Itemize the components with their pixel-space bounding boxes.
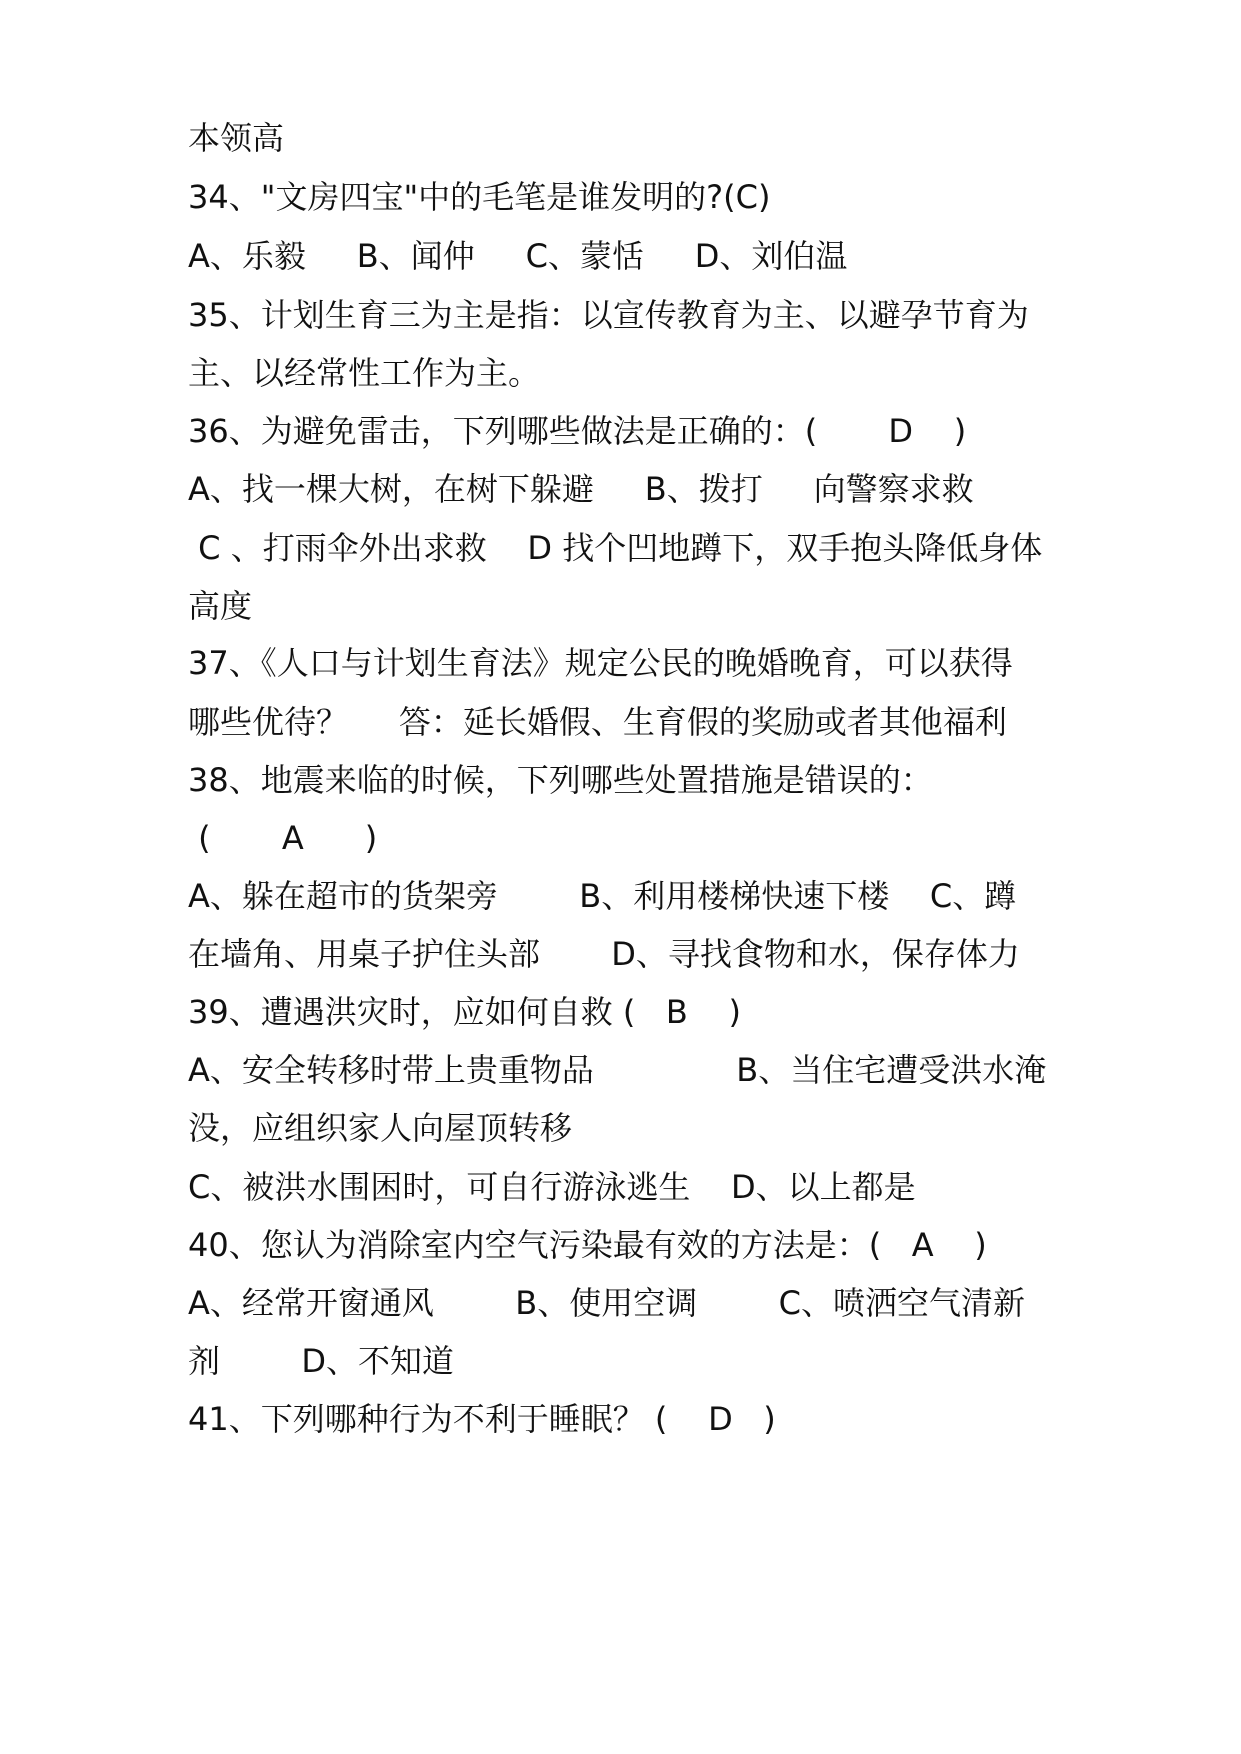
question-36: 36、为避免雷击，下列哪些做法是正确的：( D ) <box>188 412 967 450</box>
question-34: 34、"文房四宝"中的毛笔是谁发明的?(C) <box>188 178 771 216</box>
question-38-options: 在墙角、用桌子护住头部 D、寻找食物和水，保存体力 <box>188 935 1020 973</box>
question-41: 41、下列哪种行为不利于睡眠？ ( D ) <box>188 1400 776 1438</box>
text-line: 本领高 <box>188 119 285 157</box>
question-39: 39、遭遇洪灾时，应如何自救 ( B ) <box>188 993 742 1031</box>
question-36-options: C 、打雨伞外出求救 D 找个凹地蹲下，双手抱头降低身体 <box>188 529 1043 567</box>
question-34-options: A、乐毅 B、闻仲 C、蒙恬 D、刘伯温 <box>188 237 848 275</box>
question-40-options: A、经常开窗通风 B、使用空调 C、喷洒空气清新 <box>188 1284 1025 1322</box>
question-38-options: A、躲在超市的货架旁 B、利用楼梯快速下楼 C、蹲 <box>188 877 1017 915</box>
question-35: 35、计划生育三为主是指：以宣传教育为主、以避孕节育为 <box>188 296 1029 334</box>
question-36-options: A、找一棵大树，在树下躲避 B、拨打 向警察求救 <box>188 470 974 508</box>
question-38-answer: ( A ) <box>188 819 378 857</box>
question-38: 38、地震来临的时候，下列哪些处置措施是错误的： <box>188 761 933 799</box>
text-line: 主、以经常性工作为主。 <box>188 354 541 392</box>
question-37: 37、《人口与计划生育法》规定公民的晚婚晚育，可以获得 <box>188 644 1013 682</box>
question-40-options: 剂 D、不知道 <box>188 1342 455 1380</box>
question-39-options: C、被洪水围困时，可自行游泳逃生 D、以上都是 <box>188 1168 916 1206</box>
question-37-answer: 哪些优待？ 答：延长婚假、生育假的奖励或者其他福利 <box>188 703 1007 741</box>
question-39-options: A、安全转移时带上贵重物品 B、当住宅遭受洪水淹 <box>188 1051 1047 1089</box>
question-40: 40、您认为消除室内空气污染最有效的方法是：( A ) <box>188 1226 987 1264</box>
text-line: 高度 <box>188 587 253 625</box>
question-39-options: 没，应组织家人向屋顶转移 <box>188 1109 573 1147</box>
